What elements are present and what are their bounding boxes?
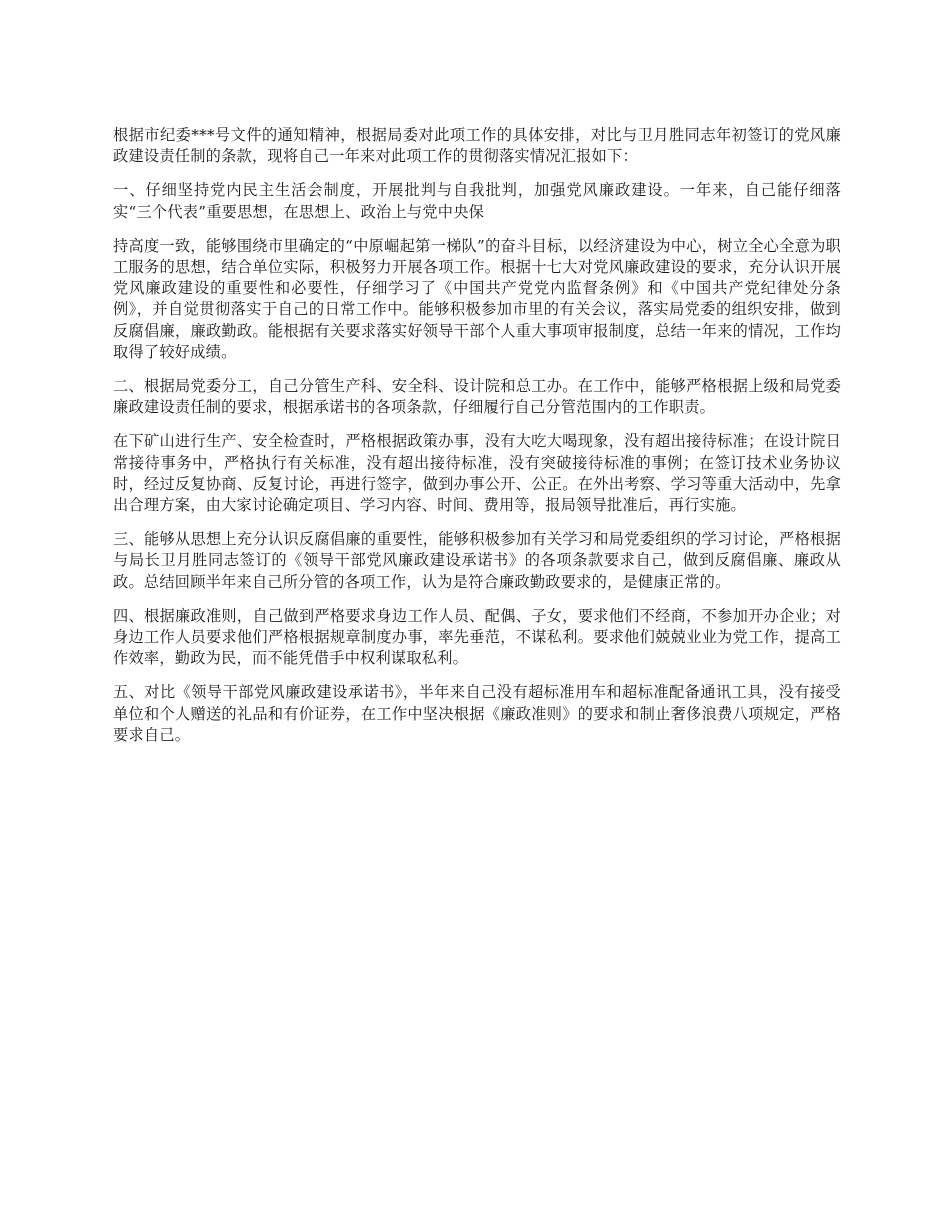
paragraph-section-1-continued: 持高度一致，能够围绕市里确定的“中原崛起第一梯队”的奋斗目标，以经济建设为中心，树立全心全意为职工服务的思想，结合单位实际，积极努力开展各项工作。根据十七大对党风廉政建设的要求，充分认识开展党风廉政建设的重要性和必要性，仔细学习了《中国共产党党内监督条例》和《中国共产党纪律处分条例》，并自觉贯彻落实于自己的日常工作中。能够积极参加市里的有关会议，落实局党委的组织安排，做到反腐倡廉，廉政勤政。能根据有关要求落实好领导干部个人重大事项审报制度，总结一年来的情况，工作均取得了较好成绩。 (113, 236, 841, 361)
paragraph-section-2-details: 在下矿山进行生产、安全检查时，严格根据政策办事，没有大吃大喝现象，没有超出接待标准；在设计院日常接待事务中，严格执行有关标准，没有超出接待标准，没有突破接待标准的事例；在签订技术业务协议时，经过反复协商、反复讨论，再进行签字，做到办事公开、公正。在外出考察、学习等重大活动中，先拿出合理方案，由大家讨论确定项目、学习内容、时间、费用等，报局领导批准后，再行实施。 (113, 432, 841, 515)
paragraph-section-4: 四、根据廉政准则，自己做到严格要求身边工作人员、配偶、子女，要求他们不经商，不参加开办企业；对身边工作人员要求他们严格根据规章制度办事，率先垂范，不谋私利。要求他们兢兢业业为党工作，提高工作效率，勤政为民，而不能凭借手中权利谋取私利。 (113, 606, 841, 668)
paragraph-section-1: 一、仔细坚持党内民主生活会制度，开展批判与自我批判，加强党风廉政建设。一年来，自己能仔细落实“三个代表”重要思想，在思想上、政治上与党中央保 (113, 181, 841, 221)
paragraph-intro: 根据市纪委***号文件的通知精神，根据局委对此项工作的具体安排，对比与卫月胜同志年初签订的党风廉政建设责任制的条款，现将自己一年来对此项工作的贯彻落实情况汇报如下： (113, 126, 841, 166)
paragraph-section-2: 二、根据局党委分工，自己分管生产科、安全科、设计院和总工办。在工作中，能够严格根据上级和局党委廉政建设责任制的要求，根据承诺书的各项条款，仔细履行自己分管范围内的工作职责。 (113, 377, 841, 417)
paragraph-section-5: 五、对比《领导干部党风廉政建设承诺书》，半年来自己没有超标准用车和超标准配备通讯工具，没有接受单位和个人赠送的礼品和有价证券，在工作中坚决根据《廉政准则》的要求和制止奢侈浪费八项规定，严格要求自己。 (113, 683, 841, 744)
paragraph-section-3: 三、能够从思想上充分认识反腐倡廉的重要性，能够积极参加有关学习和局党委组织的学习讨论，严格根据与局长卫月胜同志签订的《领导干部党风廉政建设承诺书》的各项条款要求自己，做到反腐倡廉、廉政从政。总结回顾半年来自己所分管的各项工作，认为是符合廉政勤政要求的，是健康正常的。 (113, 530, 841, 591)
document-body (113, 125, 841, 759)
